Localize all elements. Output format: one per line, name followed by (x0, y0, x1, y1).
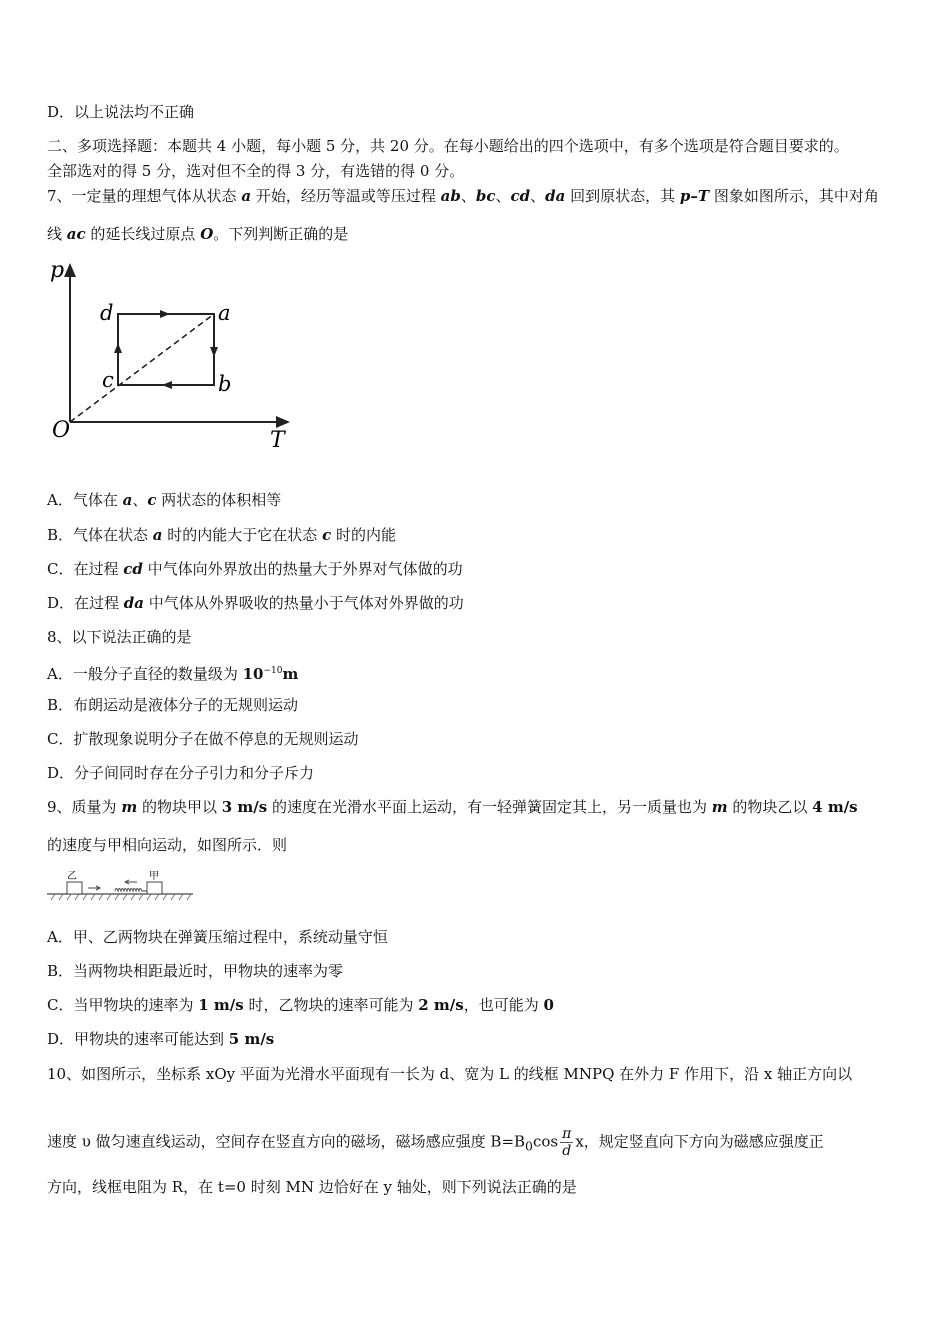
text-segment: C．当甲物块的速率为 (47, 996, 199, 1014)
text-segment: 0 (525, 1138, 533, 1154)
text-segment: 7、一定量的理想气体从状态 (47, 187, 242, 205)
q7-option-b (47, 525, 396, 545)
block-yi-label: 乙 (67, 871, 77, 882)
math-variable: m (121, 798, 138, 816)
text-segment: 方向，线框电阻为 R，在 t=0 时刻 MN 边恰好在 y 轴处，则下列说法正确的是 (47, 1178, 577, 1196)
q9-option-b (47, 961, 343, 981)
text-segment: A．一般分子直径的数量级为 (47, 665, 243, 683)
math-variable: a (152, 526, 163, 544)
diagonal-ac (70, 314, 214, 422)
arrow-ab (210, 347, 218, 357)
q7-stem-2 (47, 224, 348, 244)
section-heading (47, 136, 849, 156)
text-segment: B．当两物块相距最近时，甲物块的速率为零 (47, 962, 344, 980)
text-segment: 开始，经历等温或等压过程 (251, 187, 441, 205)
text-segment: 的速度与甲相向运动，如图所示．则 (47, 836, 288, 854)
text-segment: B．气体在状态 (47, 526, 153, 544)
text-segment: B．布朗运动是液体分子的无规则运动 (47, 696, 299, 714)
text-segment: 5 m/s (228, 1030, 275, 1048)
text-segment: 线 (47, 225, 67, 243)
block-jia (147, 882, 162, 894)
p-t-diagram (40, 255, 300, 455)
fraction-numerator: π (562, 1126, 572, 1142)
arrow-yi-right (88, 886, 100, 890)
text-segment: 4 m/s (812, 798, 858, 816)
fraction-denominator: d (562, 1143, 572, 1159)
q10-stem-1 (47, 1064, 852, 1084)
q7-option-c (47, 559, 463, 579)
spring (115, 889, 147, 892)
arrow-da (160, 310, 170, 318)
text-segment: 全部选对的得 5 分，选对但不全的得 3 分，有选错的得 0 分。 (47, 162, 465, 180)
q10-stem-2 (47, 1126, 824, 1159)
spring-blocks-diagram (45, 866, 195, 902)
text-segment: C．在过程 (47, 560, 124, 578)
text-segment: D．甲物块的速率可能达到 (47, 1030, 229, 1048)
text-segment: 的速度在光滑水平面上运动，有一轻弹簧固定其上，另一质量也为 (267, 798, 712, 816)
q8-option-d (47, 763, 314, 783)
text-segment: 两状态的体积相等 (156, 491, 282, 509)
ground-hatching (51, 894, 191, 900)
text-segment: D．在过程 (47, 594, 124, 612)
text-segment: 中气体向外界放出的热量大于外界对气体做的功 (142, 560, 463, 578)
q9-option-d (47, 1029, 274, 1049)
text-segment: 9、质量为 (47, 798, 122, 816)
text-segment: 时的内能 (331, 526, 396, 544)
q9-stem-1 (47, 797, 858, 817)
q8-option-b (47, 695, 298, 715)
text-segment: 1 m/s (198, 996, 244, 1014)
point-label-a: a (218, 301, 231, 325)
text-segment: D．以上说法均不正确 (47, 103, 195, 121)
text-segment: 回到原状态，其 (565, 187, 680, 205)
text-segment: 、 (132, 491, 148, 509)
q8-stem (47, 627, 192, 647)
math-variable: cd (510, 187, 531, 205)
point-label-b: b (218, 372, 232, 396)
q9-option-a (47, 927, 388, 947)
math-variable: a (241, 187, 252, 205)
axis-label-t: T (270, 428, 285, 453)
math-variable: c (147, 491, 157, 509)
math-variable: ab (440, 187, 461, 205)
q7-option-d (47, 593, 464, 613)
text-segment: 、 (530, 187, 546, 205)
text-segment: 速度 υ 做匀速直线运动，空间存在竖直方向的磁场，磁场感应强度 B=B (47, 1132, 526, 1151)
math-variable: bc (475, 187, 496, 205)
section-instructions (47, 161, 464, 181)
text-segment: 时，乙物块的速率可能为 (243, 996, 419, 1014)
block-jia-label: 甲 (149, 871, 159, 882)
text-segment: A．气体在 (47, 491, 123, 509)
math-variable: O (200, 225, 214, 243)
text-segment: 、 (460, 187, 476, 205)
math-variable: m (711, 798, 728, 816)
text-segment: 3 m/s (221, 798, 268, 816)
text-segment: 的物块甲以 (137, 798, 222, 816)
text-segment: cos (533, 1132, 559, 1151)
text-segment: A．甲、乙两物块在弹簧压缩过程中，系统动量守恒 (47, 928, 388, 946)
math-variable: a (122, 491, 133, 509)
text-segment: 。下列判断正确的是 (213, 225, 349, 243)
text-segment: −10 (263, 666, 283, 676)
text-segment: C．扩散现象说明分子在做不停息的无规则运动 (47, 730, 359, 748)
text-segment: 0 (543, 996, 554, 1014)
axis-label-p: p (50, 258, 65, 283)
q7-option-a (47, 490, 281, 510)
arrow-jia-left (125, 880, 137, 884)
origin-label: O (52, 418, 71, 443)
q7-stem-1 (47, 186, 879, 206)
arrow-cd (114, 343, 122, 353)
q10-stem-3 (47, 1177, 577, 1197)
text-segment: D．分子间同时存在分子引力和分子斥力 (47, 764, 315, 782)
block-yi (67, 882, 82, 894)
text-segment: 二、多项选择题：本题共 4 小题，每小题 5 分，共 20 分。在每小题给出的四个选项中，有多个选项是符合题目要求的。 (47, 137, 849, 155)
q8-option-a (47, 661, 298, 684)
text-segment: 时的内能大于它在状态 (162, 526, 323, 544)
text-segment: ，也可能为 (463, 996, 544, 1014)
text-segment: 中气体从外界吸收的热量小于气体对外界做的功 (144, 594, 464, 612)
text-segment: m (282, 665, 299, 683)
text-segment: 、 (495, 187, 511, 205)
text-segment: 8、以下说法正确的是 (47, 628, 192, 646)
point-label-d: d (100, 301, 114, 325)
q9-option-c (47, 995, 554, 1015)
text-segment: 的延长线过原点 (85, 225, 201, 243)
q6-option-d (47, 102, 194, 122)
point-label-c: c (102, 368, 114, 392)
arrow-bc (162, 381, 172, 389)
text-segment: 2 m/s (418, 996, 464, 1014)
math-variable: ac (66, 225, 86, 243)
q8-option-c (47, 729, 358, 749)
math-variable: cd (123, 560, 143, 578)
fraction-pi-over-d (560, 1126, 573, 1159)
math-variable: p–T (679, 187, 710, 205)
math-variable: da (545, 187, 566, 205)
math-variable: c (322, 526, 332, 544)
text-segment: x，规定竖直向下方向为磁感应强度正 (575, 1132, 824, 1151)
text-segment: 的物块乙以 (727, 798, 813, 816)
q9-stem-2 (47, 835, 287, 855)
text-segment: 图象如图所示，其中对角 (709, 187, 879, 205)
text-segment: 10 (242, 665, 264, 683)
text-segment: 10、如图所示，坐标系 xOy 平面为光滑水平面现有一长为 d、宽为 L 的线框 MNPQ 在外力 F 作用下，沿 x 轴正方向以 (47, 1065, 853, 1083)
math-variable: da (123, 594, 145, 612)
